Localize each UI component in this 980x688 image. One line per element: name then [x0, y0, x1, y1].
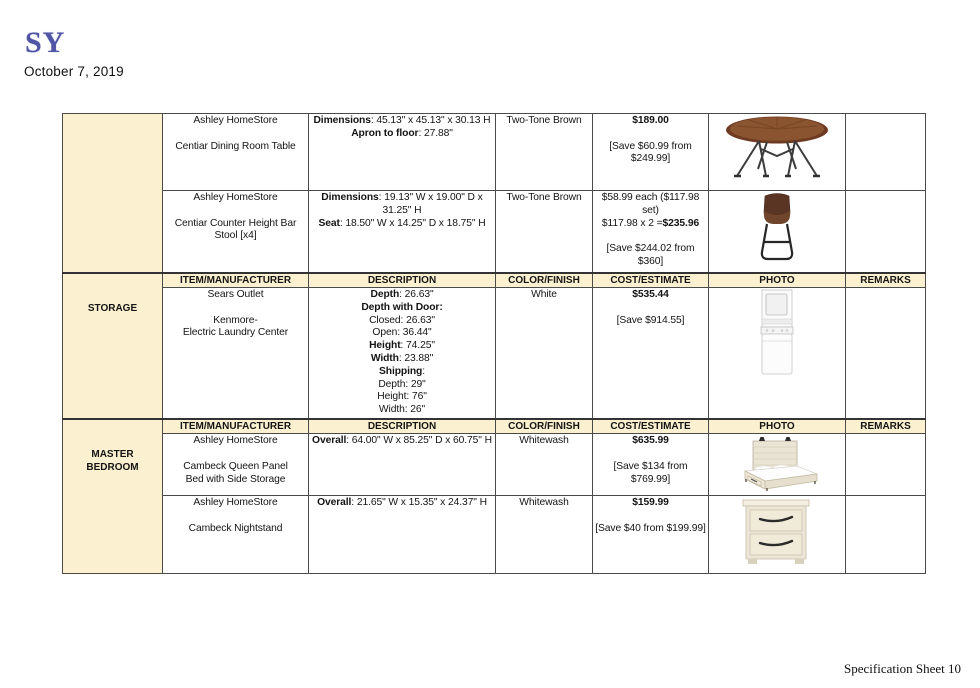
color-finish-cell: Whitewash: [496, 434, 593, 496]
description-cell: Dimensions: 45.13" x 45.13" x 30.13 H Apron to floor: 27.88": [309, 114, 496, 191]
photo-cell: [709, 434, 846, 496]
cost-estimate-cell: $58.99 each ($117.98 set) $117.98 x 2 =$235.96 [Save $244.02 from $360]: [593, 191, 709, 273]
color-finish-cell: Two-Tone Brown: [496, 191, 593, 273]
description-cell: Overall: 64.00" W x 85.25" D x 60.75" H: [309, 434, 496, 496]
row-laundry-center: [63, 288, 926, 419]
header-cost-estimate: COST/ESTIMATE: [593, 273, 709, 288]
remarks-cell: [846, 114, 926, 191]
item-cell: Ashley HomeStore Centiar Counter Height Bar Stool [x4]: [163, 191, 309, 273]
table-header-row: [63, 419, 926, 434]
cost-estimate-cell: $635.99 [Save $134 from $769.99]: [593, 434, 709, 496]
bar-stool-photo: [751, 192, 803, 268]
description-cell: Dimensions: 19.13" W x 19.00" D x 31.25" H Seat: 18.50" W x 14.25" D x 18.75" H: [309, 191, 496, 273]
page-footer: Specification Sheet 10: [844, 661, 961, 676]
category-cell-storage: STORAGE: [63, 273, 163, 419]
header-description: DESCRIPTION: [309, 273, 496, 288]
item-cell: Ashley HomeStore Cambeck Queen Panel Bed with Side Storage: [163, 434, 309, 496]
item-cell: Ashley HomeStore Cambeck Nightstand: [163, 496, 309, 574]
nightstand-photo: [734, 497, 820, 567]
description-cell: Overall: 21.65" W x 15.35" x 24.37" H: [309, 496, 496, 574]
color-finish-cell: Whitewash: [496, 496, 593, 574]
specification-table: [62, 113, 926, 574]
panel-bed-photo: [731, 435, 823, 493]
row-panel-bed: [63, 434, 926, 496]
cost-estimate-cell: $189.00 [Save $60.99 from $249.99]: [593, 114, 709, 191]
table-header-row: [63, 273, 926, 288]
category-cell-blank: [63, 114, 163, 273]
cost-estimate-cell: $535.44 [Save $914.55]: [593, 288, 709, 419]
header-item-manufacturer: ITEM/MANUFACTURER: [163, 419, 309, 434]
header-color-finish: COLOR/FINISH: [496, 419, 593, 434]
remarks-cell: [846, 288, 926, 419]
header-description: DESCRIPTION: [309, 419, 496, 434]
header-photo: PHOTO: [709, 419, 846, 434]
color-finish-cell: Two-Tone Brown: [496, 114, 593, 191]
header-cost-estimate: COST/ESTIMATE: [593, 419, 709, 434]
laundry-center-photo: [756, 289, 798, 377]
remarks-cell: [846, 191, 926, 273]
photo-cell: [709, 114, 846, 191]
item-cell: Ashley HomeStore Centiar Dining Room Table: [163, 114, 309, 191]
header-remarks: REMARKS: [846, 273, 926, 288]
photo-cell: [709, 496, 846, 574]
header-item-manufacturer: ITEM/MANUFACTURER: [163, 273, 309, 288]
document-date: October 7, 2019: [24, 64, 124, 79]
cost-estimate-cell: $159.99 [Save $40 from $199.99]: [593, 496, 709, 574]
header-photo: PHOTO: [709, 273, 846, 288]
dining-table-photo: [721, 115, 833, 181]
description-cell: Depth: 26.63" Depth with Door: Closed: 26.63" Open: 36.44" Height: 74.25" Width: 23.88" Shipping: Depth: 29" Height: 76" Width: 26": [309, 288, 496, 419]
row-nightstand: [63, 496, 926, 574]
row-bar-stool: [63, 191, 926, 273]
item-cell: Sears Outlet Kenmore- Electric Laundry Center: [163, 288, 309, 419]
color-finish-cell: White: [496, 288, 593, 419]
photo-cell: [709, 191, 846, 273]
row-dining-table: [63, 114, 926, 191]
header-remarks: REMARKS: [846, 419, 926, 434]
photo-cell: [709, 288, 846, 419]
company-logo: SY: [25, 26, 66, 59]
remarks-cell: [846, 434, 926, 496]
remarks-cell: [846, 496, 926, 574]
header-color-finish: COLOR/FINISH: [496, 273, 593, 288]
category-cell-master-bedroom: MASTER BEDROOM: [63, 419, 163, 574]
